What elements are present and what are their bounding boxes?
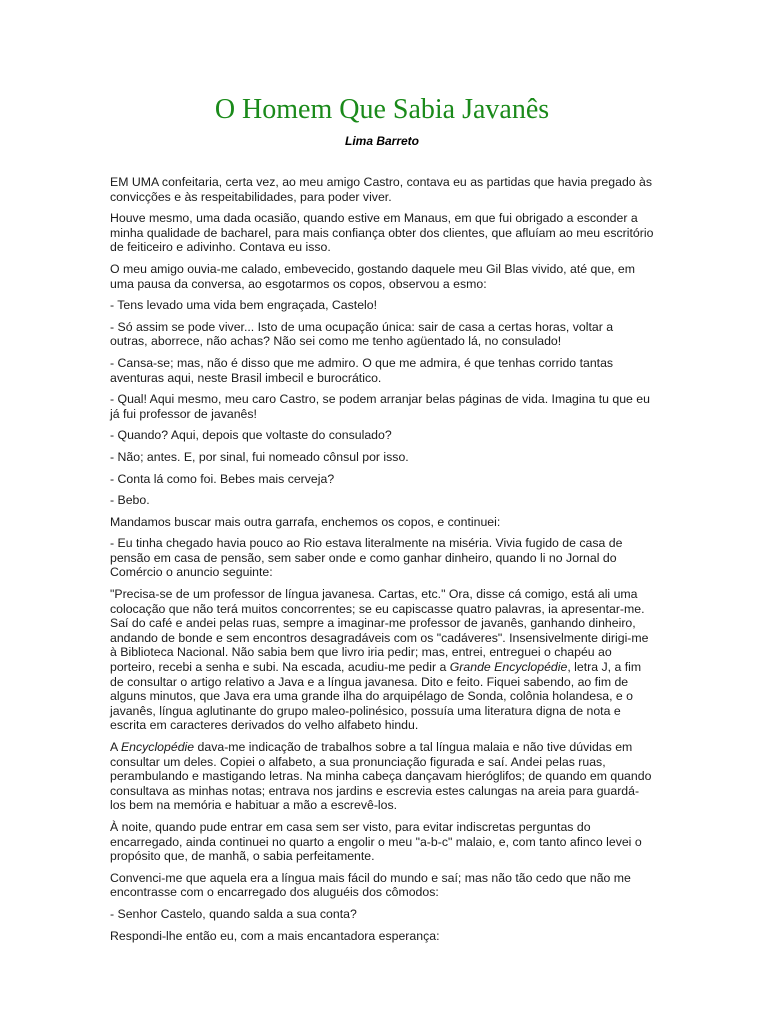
paragraph bbox=[110, 536, 654, 580]
text-run: - Senhor Castelo, quando salda a sua conta? bbox=[110, 906, 357, 921]
document-author: Lima Barreto bbox=[344, 134, 420, 148]
text-run: EM UMA confeitaria, certa vez, ao meu amigo Castro, contava eu as partidas que havia pregado às convicções e às respeitabilidades, para poder viver. bbox=[110, 175, 653, 204]
text-run: - Conta lá como foi. Bebes mais cerveja? bbox=[110, 471, 335, 486]
text-run: O meu amigo ouvia-me calado, embevecido, gostando daquele meu Gil Blas vivido, até que, em uma pausa da conversa, ao esgotarmos os copos, observou a esmo: bbox=[110, 261, 635, 291]
paragraph bbox=[110, 820, 654, 864]
text-run: - Bebo. bbox=[110, 493, 150, 508]
text-run: Respondi-lhe então eu, com a mais encantadora esperança: bbox=[110, 928, 440, 943]
text-run: dava-me indicação de trabalhos sobre a tal língua malaia e não tive dúvidas em consultar um deles. Copiei o alfabeto, a sua pronunciação figurada e saí. Andei pelas ruas, perambulando e mastigando letras. Na minha cabeça dançavam hieróglifos; de quando em quando consultava as minhas notas; entrava nos jardins e escrevia estes calungas na areia para guardá-los bem na memória e habituar a mão a escrevê-los. bbox=[110, 740, 652, 813]
paragraph bbox=[110, 450, 654, 465]
text-run: - Qual! Aqui mesmo, meu caro Castro, se podem arranjar belas páginas de vida. Imagina tu que eu já fui professor de javanês! bbox=[110, 392, 650, 421]
paragraph bbox=[110, 929, 654, 944]
text-run: - Quando? Aqui, depois que voltaste do consulado? bbox=[110, 428, 392, 443]
italic-text-run: Grande Encyclopédie bbox=[449, 660, 568, 675]
paragraph bbox=[110, 211, 654, 255]
paragraph bbox=[110, 320, 654, 349]
paragraph bbox=[110, 472, 654, 487]
paragraph bbox=[110, 740, 654, 813]
paragraph bbox=[110, 428, 654, 443]
text-run: - Não; antes. E, por sinal, fui nomeado cônsul por isso. bbox=[110, 449, 409, 464]
text-run: , letra J, a fim de consultar o artigo relativo a Java e a língua javanesa. Dito e feito. Fiquei sabendo, ao fim de alguns minutos, que Java era uma grande ilha do arquipélago de Sonda, colônia holandesa, e o javanês, língua aglutinante do grupo maleo-polinésico, possuía uma literatura digna de nota e escrita em caracteres derivados do velho alfabeto hindu. bbox=[110, 660, 642, 733]
text-run: A bbox=[110, 740, 121, 754]
italic-text-run: Encyclopédie bbox=[120, 740, 195, 754]
paragraph bbox=[110, 907, 654, 922]
document-body bbox=[110, 175, 654, 943]
text-run: Convenci-me que aquela era a língua mais fácil do mundo e saí; mas não tão cedo que não me encontrasse com o encarregado dos aluguéis dos cômodos: bbox=[110, 870, 631, 900]
paragraph bbox=[110, 515, 654, 530]
text-run: - Só assim se pode viver... Isto de uma ocupação única: sair de casa a certas horas, voltar a outras, aborrece, não achas? Não sei como me tenho agüentado lá, no consulado! bbox=[110, 319, 614, 349]
text-run: "Precisa-se de um professor de língua javanesa. Cartas, etc." Ora, disse cá comigo, está ali uma colocação que não terá muitos concorrentes; se eu capiscasse quatro palavras, ia apresentar-me. Saí do café e andei pelas ruas, sempre a imaginar-me professor de javanês, ganhando dinheiro, andando de bonde e sem encontros desagradáveis com os "cadáveres". Insensivelmente dirigi-me à Biblioteca Nacional. Não sabia bem que livro iria pedir; mas, entrei, entreguei o chapéu ao porteiro, recebi a senha e subi. Na escada, acudiu-me pedir a bbox=[110, 587, 649, 675]
paragraph bbox=[110, 356, 654, 385]
paragraph bbox=[110, 298, 654, 313]
text-run: Houve mesmo, uma dada ocasião, quando estive em Manaus, em que fui obrigado a esconder a minha qualidade de bacharel, para mais confiança obter dos clientes, que afluíam ao meu escritório de feiticeiro e adivinho. Contava eu isso. bbox=[110, 211, 654, 255]
paragraph bbox=[110, 392, 654, 421]
text-run: - Eu tinha chegado havia pouco ao Rio estava literalmente na miséria. Vivia fugido de casa de pensão em casa de pensão, sem saber onde e como ganhar dinheiro, quando li no Jornal do Comércio o anuncio seguinte: bbox=[110, 536, 623, 580]
text-run: - Tens levado uma vida bem engraçada, Castelo! bbox=[110, 298, 378, 313]
paragraph bbox=[110, 175, 654, 204]
document-title: O Homem Que Sabia Javanês bbox=[214, 94, 550, 125]
document-page bbox=[110, 0, 654, 950]
paragraph bbox=[110, 262, 654, 291]
text-run: À noite, quando pude entrar em casa sem ser visto, para evitar indiscretas perguntas do encarregado, ainda continuei no quarto a engolir o meu "a-b-c" malaio, e, com tanto afinco levei o propósito que, de manhã, o sabia perfeitamente. bbox=[110, 819, 642, 864]
paragraph bbox=[110, 587, 654, 733]
text-run: - Cansa-se; mas, não é disso que me admiro. O que me admira, é que tenhas corrido tantas aventuras aqui, neste Brasil imbecil e burocrático. bbox=[110, 355, 614, 385]
text-run: Mandamos buscar mais outra garrafa, enchemos os copos, e continuei: bbox=[110, 514, 501, 529]
paragraph bbox=[110, 493, 654, 508]
paragraph bbox=[110, 871, 654, 900]
